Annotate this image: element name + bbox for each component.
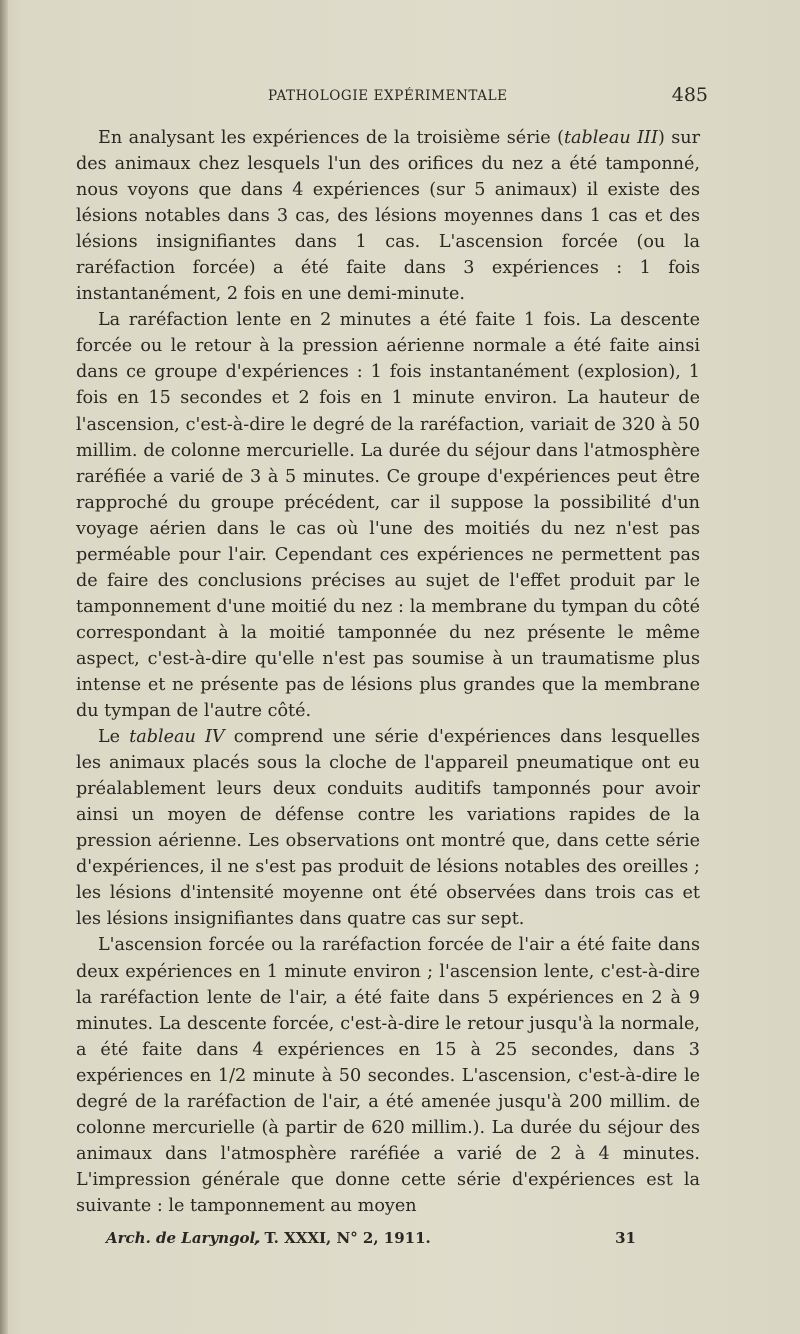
body-text [76, 125, 700, 1219]
paragraph-4: L'ascension forcée ou la raréfaction forcée de l'air a été faite dans deux expériences en 1 minute environ ; l'ascension lente, c'est-à-dire la raréfaction lente de l'air, a été faite dans 5 expériences en 2 à 9 minutes. La descente forcée, c'est-à-dire le retour jusqu'à la normale, a été faite dans 4 expériences en 15 à 25 secondes, dans 3 expériences en 1/2 minute à 50 secondes. L'ascension, c'est-à-dire le degré de la raréfaction de l'air, a été amenée jusqu'à 200 millim. de colonne mercurielle (à partir de 620 millim.). La durée du séjour des animaux dans l'atmosphère raréfiée a varié de 2 à 4 minutes. L'impression générale que donne cette série d'expériences est la suivante : le tamponnement au moyen [76, 935, 700, 1216]
footer-volume: , T. XXXI, N° 2, 1911. [254, 1229, 431, 1247]
page-number: 485 [671, 84, 708, 106]
paragraph-3-rest: comprend une série d'expériences dans lesquelles les animaux placés sous la cloche de l'appareil pneumatique ont eu préalablement leurs deux conduits auditifs tamponnés pour avoir ainsi un moyen de défense contre les variations rapides de la pression aérienne. Les observations ont montré que, dans cette série d'expériences, il ne s'est pas produit de lésions notables des oreilles ; les lésions d'intensité moyenne ont été observées dans trois cas et les lésions insignifiantes dans quatre cas sur sept. [76, 727, 700, 930]
paragraph-2: La raréfaction lente en 2 minutes a été faite 1 fois. La descente forcée ou le retour à la pression aérienne normale a été faite ainsi dans ce groupe d'expériences : 1 fois instantanément (explosion), 1 fois en 15 secondes et 2 fois en 1 minute environ. La hauteur de l'ascension, c'est-à-dire le degré de la raréfaction, variait de 320 à 50 millim. de colonne mercurielle. La durée du séjour dans l'atmosphère raréfiée a varié de 3 à 5 minutes. Ce groupe d'expériences peut être rapproché du groupe précédent, car il suppose la possibilité d'un voyage aérien dans le cas où l'une des moitiés du nez n'est pas perméable pour l'air. Cependant ces expériences ne permettent pas de faire des conclusions précises au sujet de l'effet produit par le tamponnement d'une moitié du nez : la membrane du tympan du côté correspondant à la moitié tamponnée du nez présente le même aspect, c'est-à-dire qu'elle n'est pas soumise à un traumatisme plus intense et ne présente pas de lésions plus grandes que la membrane du tympan de l'autre côté. [76, 310, 700, 722]
paragraph-1-start: En analysant les expériences de la troisième série ( [98, 128, 564, 148]
paragraph-1-rest: ) sur des animaux chez lesquels l'un des orifices du nez a été tamponné, nous voyons que dans 4 expériences (sur 5 animaux) il existe des lésions notables dans 3 cas, des lésions moyennes dans 1 cas et des lésions insignifiantes dans 1 cas. L'ascension forcée (ou la raréfaction forcée) a été faite dans 3 expériences : 1 fois instantanément, 2 fois en une demi-minute. [76, 128, 701, 305]
running-head [78, 84, 708, 112]
paragraph-1-table-ref: tableau III [563, 128, 658, 148]
running-head-title: PATHOLOGIE EXPÉRIMENTALE [268, 88, 508, 104]
page-binding-edge [0, 0, 8, 1334]
paragraph-1 [76, 125, 700, 307]
paragraph-3-start: Le [98, 727, 130, 748]
paragraph-3-table-ref: tableau IV [129, 727, 225, 748]
signature-mark: 31 [615, 1229, 636, 1247]
footer-journal: Arch. de Laryngol. [106, 1229, 261, 1247]
paragraph-3 [76, 724, 700, 932]
page-footer [106, 1229, 636, 1247]
